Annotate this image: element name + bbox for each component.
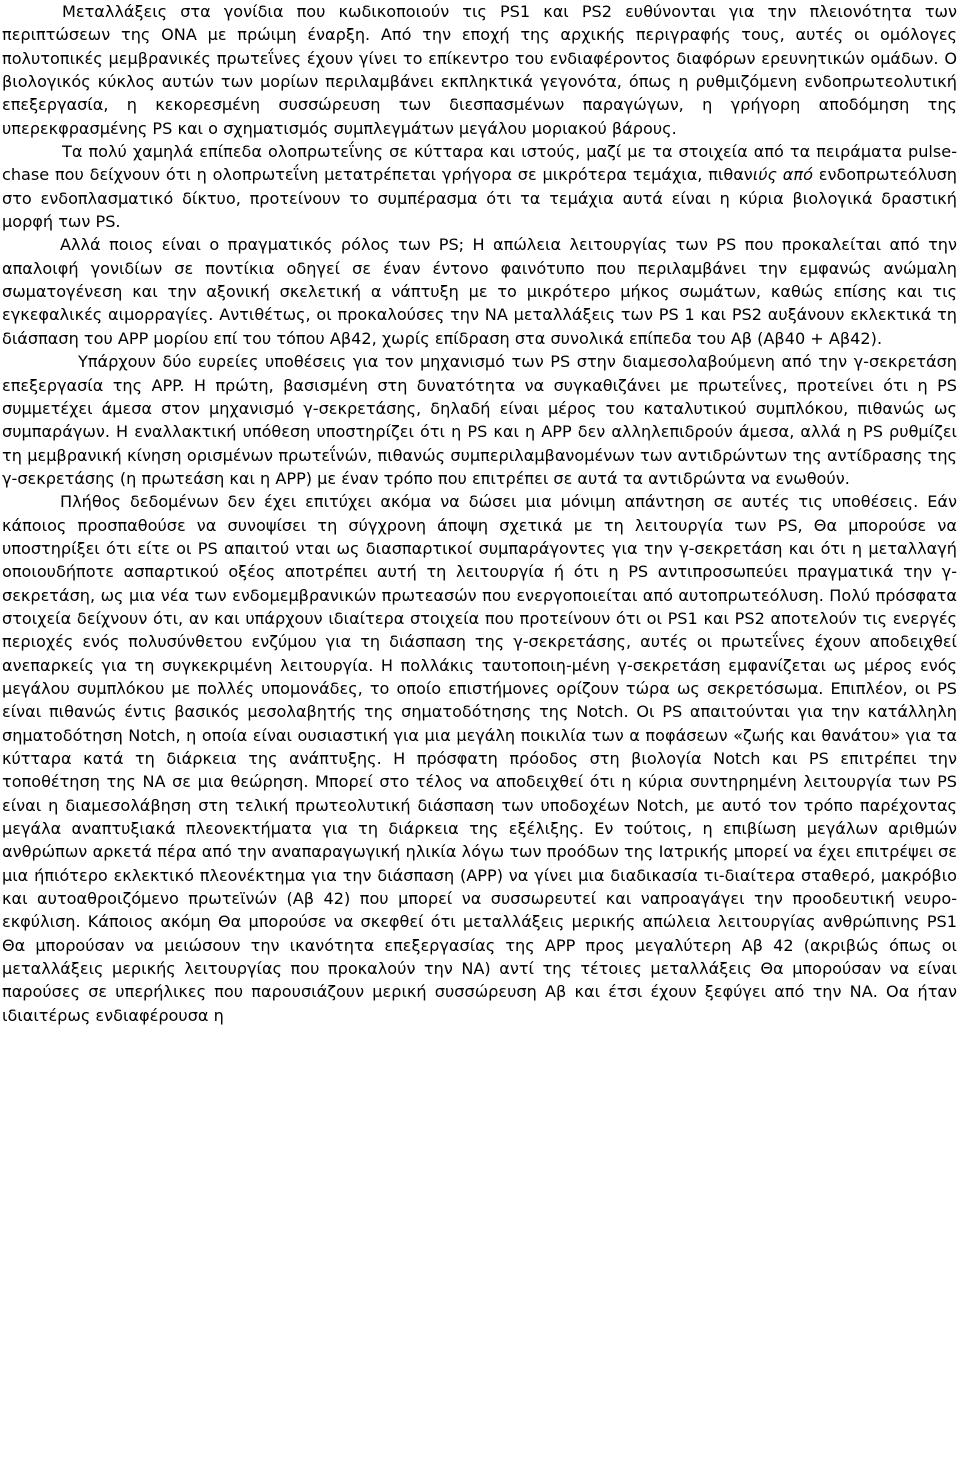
paragraph-holoprotein-levels-italic: ιύς από — [752, 165, 813, 185]
paragraph-ps-role: Αλλά ποιος είναι ο πραγματικός ρόλος των PS; Η απώλεια λειτουργίας των PS που προκαλείται από την απαλοιφή γονιδίων σε ποντίκια οδηγεί σε έναν έντονο φαινότυπο που περιλαμβάνει την εμφανώς ανώμαλη σωματογένεση και την αξονική σκελετική α νάπτυξη με το μικρότερο μήκος σωμάτων, καθώς επίσης και τις εγκεφαλικές αιμορραγίες. Αντιθέτως, οι προκαλούσες την ΝΑ μεταλλάξεις των PS 1 και PS2 αυξάνουν εκλεκτικά τη διάσπαση του APP μορίου επί του τόπου Αβ42, χωρίς επίδραση στα συνολικά επίπεδα του Αβ (Αβ40 + Αβ42). — [2, 235, 957, 348]
paragraph-holoprotein-levels-text: Τα πολύ χαμηλά επίπεδα ολοπρωτεΐνης σε κύτταρα και ιστούς, μαζί με τα στοιχεία από τα πειράματα pulse-chase που δείχνουν ότι η ολοπρωτεΐνη μετατρέπεται γρήγορα σε μικρότερα τεμάχια, πιθαν — [2, 142, 957, 185]
paragraph-holoprotein-levels — [2, 140, 957, 233]
paragraph-two-hypotheses: Υπάρχουν δύο ευρείες υποθέσεις για τον μηχανισμό των PS στην διαμεσολαβούμενη από την γ-σεκρετάση επεξεργασία της APP. Η πρώτη, βασισμένη στη δυνατότητα να συγκαθιζάνει με πρωτεΐνες, προτείνει ότι η PS συμμετέχει άμεσα στον μηχανισμό γ-σεκρετάσης, δηλαδή είναι μέρος του καταλυτικού συμπλόκου, πιθανώς ως συμπαράγων. Η εναλλακτική υπόθεση υποστηρίζει ότι η PS και η APP δεν αλληλεπιδρούν άμεσα, αλλά η PS ρυθμίζει τη μεμβρανική κίνηση ορισμένων πρωτεΐνών, πιθανώς συμπεριλαμβανομένων των αντιδρώντων της αντίδρασης της γ-σεκρετάσης (η πρωτεάση και η APP) με έναν τρόπο που επιτρέπει σε αυτά τα αντιδρώντα να ενωθούν. — [2, 352, 957, 488]
paragraph-ps-mutations-intro: Μεταλλάξεις στα γονίδια που κωδικοποιούν τις PS1 και PS2 ευθύνονται για την πλειονότητα των περιπτώσεων της ΟΝΑ με πρώιμη έναρξη. Από την εποχή της αρχικής περιγραφής τους, αυτές οι ομόλογες πολυτοπικές μεμβρανικές πρωτεΐνες έχουν γίνει το επίκεντρο του ενδιαφέροντος διαφόρων ερευνητικών ομάδων. Ο βιολογικός κύκλος αυτών των μορίων περιλαμβάνει εκπληκτικά γεγονότα, όπως η ρυθμιζόμενη ενδοπρωτεολυτική επεξεργασία, η κεκορεσμένη συσσώρευση των διεσπασμένων παραγώγων, η γρήγορη αποδόμηση της υπερεκφρασμένης PS και ο σχηματισμός συμπλεγμάτων μεγάλου μοριακού βάρους. — [2, 2, 957, 138]
paragraph-holoprotein-levels-tail: ενδοπρωτεόλυση στο ενδοπλασματικό δίκτυο, προτείνουν το συμπέρασμα ότι τα τεμάχια αυτά είναι η κύρια βιολογικά δραστική μορφή των PS. — [2, 165, 957, 232]
paragraph-data-summary: Πλήθος δεδομένων δεν έχει επιτύχει ακόμα να δώσει μια μόνιμη απάντηση σε αυτές τις υποθέσεις. Εάν κάποιος προσπαθούσε να συνοψίσει τη σύγχρονη άποψη σχετικά με τη λειτουργία των PS, Θα μπορούσε να υποστηρίξει ότι είτε οι PS απαιτού νται ως διασπαρτικοί συμπαράγοντες για την γ-σεκρετάση και ότι η μεταλλαγή οποιουδήποτε ασπαρτικού οξέος αποτρέπει αυτή τη λειτουργία ή ότι η PS αντιπροσωπεύει πραγματικά την γ-σεκρετάση, ως μια νέα των ενδομεμβρανικών πρωτεασών που ενεργοποιείται από αυτοπρωτεόλυση. Πολύ πρόσφατα στοιχεία δείχνουν ότι, αν και υπάρχουν ιδιαίτερα στοιχεία που προτείνουν ότι οι PS1 και PS2 αποτελούν τις ενεργές περιοχές ενός πολυσύνθετου ενζύμου για τη διάσπαση της γ-σεκρετάσης, αυτές οι πρωτεΐνες έχουν αποδειχθεί ανεπαρκείς για τη συγκεκριμένη λειτουργία. Η πολλάκις ταυτοποιη-μένη γ-σεκρετάση εμφανίζεται ως μέρος ενός μεγάλου συμπλόκου με πολλές υπομονάδες, το οποίο επιστήμονες ορίζουν τώρα ως σεκρετόσωμα. Επιπλέον, οι PS είναι πιθανώς έντις βασικός μεσολαβητής της σηματοδότησης της Notch. Οι PS απαιτούνται για την κατάλληλη σηματοδότηση Notch, η οποία είναι ουσιαστική για μια μεγάλη ποικιλία των α ποφάσεων «ζωής και θανάτου» για τα κύτταρα κατά τη διάρκεια της ανάπτυξης. Η πρόσφατη πρόοδος στη βιολογία Notch και PS επιτρέπει την τοποθέτηση της ΝΑ σε μια θεώρηση. Μπορεί στο τέλος να αποδειχθεί ότι η κύρια συντηρημένη λειτουργία των PS είναι η διαμεσολάβηση στη τελική πρωτεολυτική διάσπαση των υποδοχέων Notch, με αυτό τον τρόπο παρέχοντας μεγάλα αναπτυξιακά πλεονεκτήματα για τη διάρκεια της εξέλιξης. Εν τούτοις, η επιβίωση μεγάλων αριθμών ανθρώπων αρκετά πέρα από την αναπαραγωγική ηλικία λόγω των προόδων της Ιατρικής μπορεί να έχει επιτρέψει σε μια ήπιότερο εκλεκτικό πλεονέκτημα για την διάσπαση (APP) να γίνει μια διαδικασία τι-διαίτερα σταθερό, μακρόβιο και αυτοαθροιζόμενο πρωτεϊνών (Αβ 42) που μπορεί να συσσωρευτεί και ναπροαγάγει την προοδευτική νευρο-εκφύλιση. Κάποιος ακόμη Θα μπορούσε να σκεφθεί ότι μεταλλάξεις μερικής απώλεια λειτουργίας ανθρώπινης PS1 Θα μπορούσαν να μειώσουν την ικανότητα επεξεργασίας της APP προς μεγαλύτερη Αβ 42 (ακριβώς όπως οι μεταλλάξεις μερικής λειτουργίας που προκαλούν την ΝΑ) αντί της τέτοιες μεταλλάξεις Θα μπορούσαν να είναι παρούσες σε υπερήλικες που παρουσιάζουν μερική συσσώρευση Αβ και έτσι έχουν ξεφύγει από την ΝΑ. Οα ήταν ιδιαιτέρως ενδιαφέρουσα η — [2, 492, 957, 1025]
